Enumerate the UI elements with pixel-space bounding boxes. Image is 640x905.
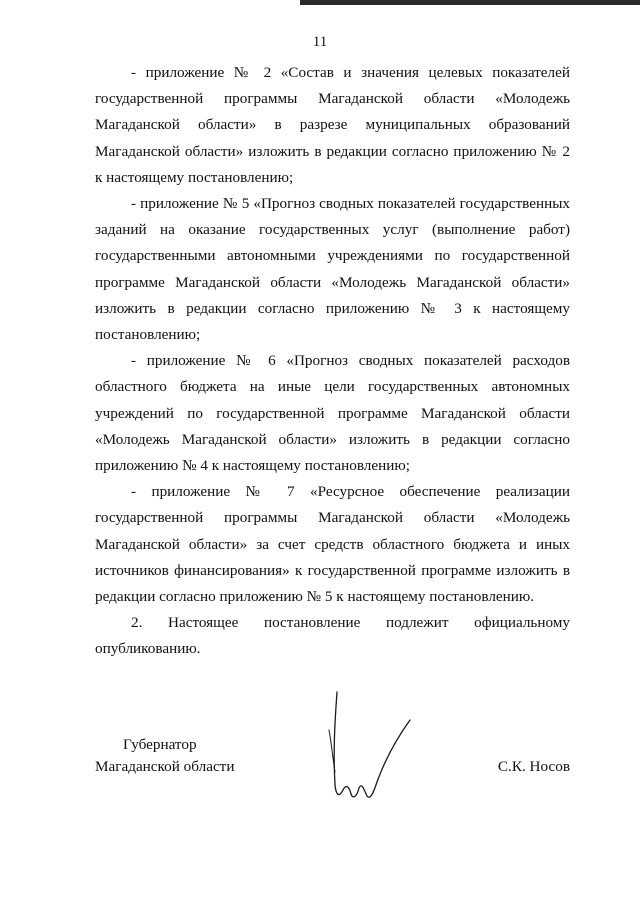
paragraph-appendix-2: - приложение № 2 «Состав и значения целевых показателей государственной программы Магаданской области «Молодежь Магаданской области» в разрезе муниципальных образований Магаданской области» изложить в редакции согласно приложению № 2 к настоящему постановлению; [95, 64, 570, 186]
signatory-name: С.К. Носов [497, 758, 570, 775]
document-body [95, 60, 570, 663]
paragraph-appendix-6: - приложение № 6 «Прогноз сводных показателей расходов областного бюджета на иные цели государственных автономных учреждений по государственной программе Магаданской области «Молодежь Магаданской области» изложить в редакции согласно приложению № 4 к настоящему постановлению; [95, 352, 570, 475]
page-number: 11 [312, 34, 328, 50]
handwritten-signature [315, 690, 425, 810]
signatory-position [95, 734, 234, 778]
position-region: Магаданской области [95, 758, 235, 775]
paragraph-publication: 2. Настоящее постановление подлежит официальному опубликованию. [95, 614, 570, 658]
position-title: Губернатор [123, 736, 197, 753]
scan-edge-bar [300, 0, 640, 5]
paragraph-appendix-7: - приложение № 7 «Ресурсное обеспечение реализации государственной программы Магаданской области «Молодежь Магаданской области» за счет средств областного бюджета и иных источников финансирования» к государственной программе изложить в редакции согласно приложению № 5 к настоящему постановлению. [95, 483, 570, 606]
paragraph-appendix-5: - приложение № 5 «Прогноз сводных показателей государственных заданий на оказание государственных услуг (выполнение работ) государственными автономными учреждениями по государственной программе Магаданской области «Молодежь Магаданской области» изложить в редакции согласно приложению № 3 к настоящему постановлению; [95, 195, 570, 344]
